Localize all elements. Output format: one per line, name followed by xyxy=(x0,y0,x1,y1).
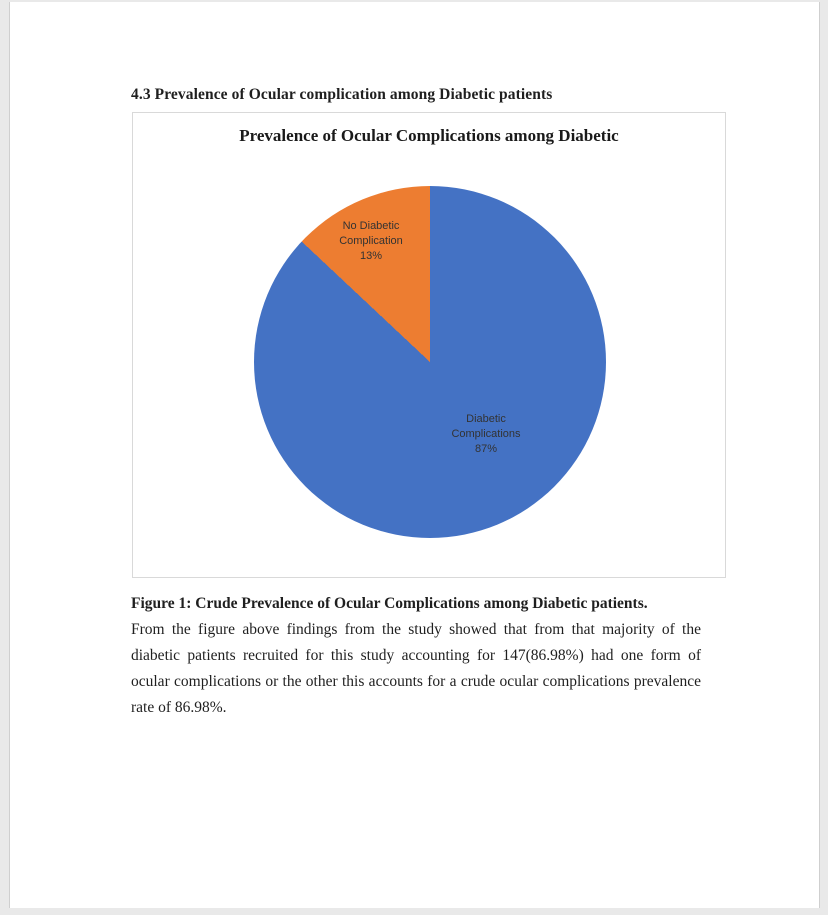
slice-label-line: No Diabetic xyxy=(342,220,400,232)
document-page xyxy=(9,2,820,908)
figure-chart-frame xyxy=(132,112,726,578)
slice-label-value: 87% xyxy=(474,443,498,455)
figure-text-block xyxy=(131,591,701,721)
pie-slice-label-no-complication xyxy=(316,219,426,264)
slice-label-line: Complication xyxy=(339,235,403,247)
chart-title: Prevalence of Ocular Complications among Diabetic xyxy=(239,126,619,145)
section-heading: 4.3 Prevalence of Ocular complication among Diabetic patients xyxy=(131,86,553,103)
body-paragraph: From the figure above findings from the study showed that from that majority of the diabetic patients recruited for this study accounting for 147(86.98%) had one form of ocular complications or the other this accounts for a crude ocular complications prevalence rate of 86.98%. xyxy=(131,621,701,716)
slice-label-line: Complications xyxy=(451,428,521,440)
pie-slice-label-complications xyxy=(431,412,541,457)
slice-label-line: Diabetic xyxy=(466,413,506,425)
slice-label-value: 13% xyxy=(359,250,383,262)
pie-chart xyxy=(254,186,606,538)
figure-caption: Figure 1: Crude Prevalence of Ocular Complications among Diabetic patients. xyxy=(131,595,648,612)
